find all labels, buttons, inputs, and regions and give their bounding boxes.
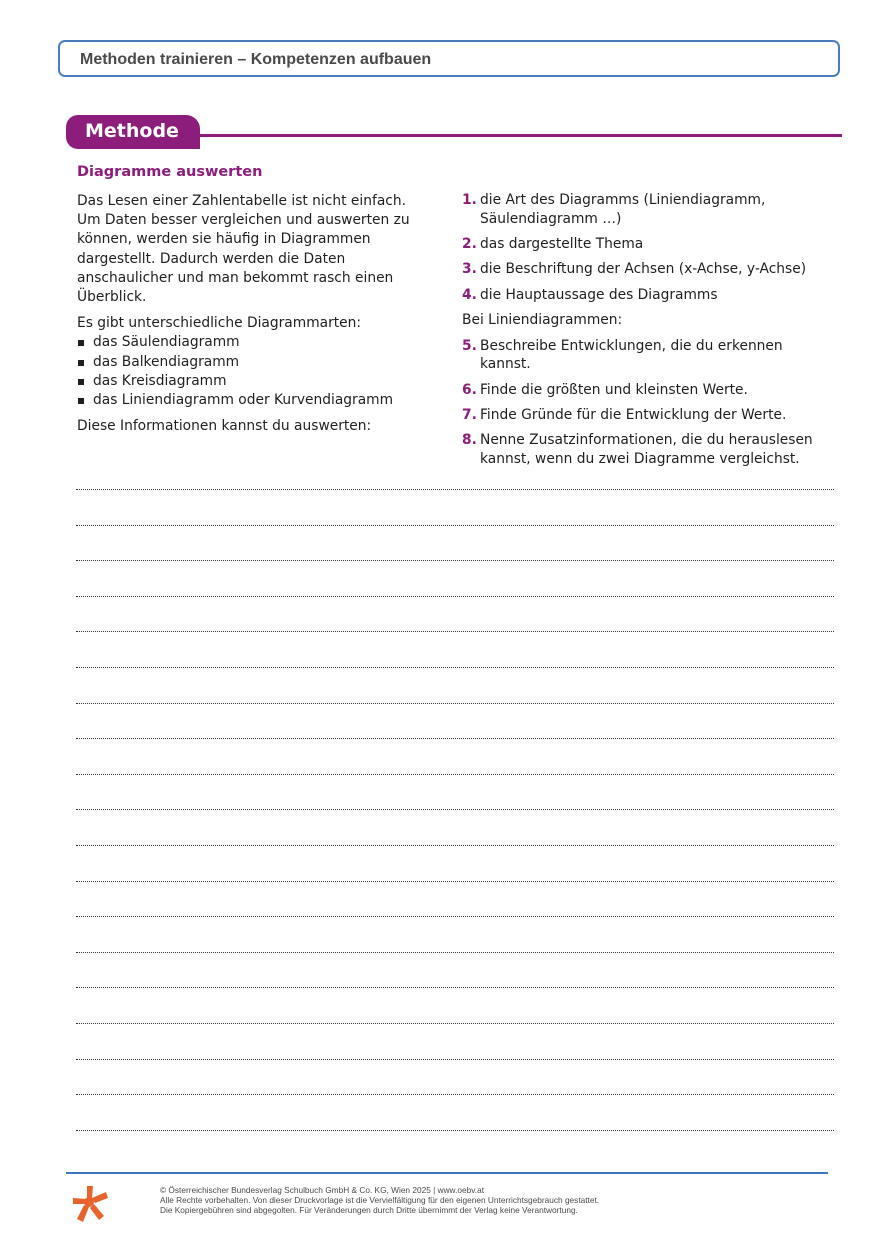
- list-item: [462, 286, 837, 305]
- writing-line[interactable]: [76, 916, 834, 917]
- writing-lines: [76, 489, 834, 1165]
- writing-line[interactable]: [76, 845, 834, 846]
- list-item: [462, 235, 837, 254]
- writing-line[interactable]: [76, 1130, 834, 1131]
- item-number: 8.: [462, 432, 477, 449]
- item-number: 5.: [462, 337, 477, 354]
- line-chart-subheading: Bei Liniendiagrammen:: [462, 312, 623, 329]
- item-text: das dargestellte Thema: [480, 235, 644, 252]
- section-title: Diagramme auswerten: [77, 164, 263, 180]
- item-number: 4.: [462, 286, 477, 303]
- item-text: die Art des Diagramms (Liniendiagramm, Säulendiagramm …): [480, 192, 766, 227]
- list-item: das Balkendiagramm: [77, 353, 422, 372]
- item-number: 7.: [462, 406, 477, 423]
- list-item: [462, 260, 837, 279]
- item-text: die Hauptaussage des Diagramms: [480, 286, 718, 303]
- writing-line[interactable]: [76, 738, 834, 739]
- header-box: [58, 40, 840, 77]
- item-text: die Beschriftung der Achsen (x-Achse, y-Achse): [480, 261, 807, 278]
- item-number: 2.: [462, 235, 477, 252]
- footer-line-3: Die Kopiergebühren sind abgegolten. Für Veränderungen durch Dritte übernimmt der Verlag keine Verantwortung.: [160, 1205, 578, 1216]
- writing-line[interactable]: [76, 881, 834, 882]
- intro-paragraph: Das Lesen einer Zahlentabelle ist nicht einfach. Um Daten besser vergleichen und auswerten zu können, werden sie häufig in Diagrammen dargestellt. Dadurch werden die Daten anschaulicher und man bekommt rasch einen Überblick.: [77, 193, 410, 306]
- writing-line[interactable]: [76, 560, 834, 561]
- writing-line[interactable]: [76, 952, 834, 953]
- list-item: [462, 191, 837, 228]
- item-number: 6.: [462, 381, 477, 398]
- list-item: [462, 381, 837, 400]
- writing-line[interactable]: [76, 1023, 834, 1024]
- writing-line[interactable]: [76, 596, 834, 597]
- right-column: [462, 191, 837, 475]
- list-item: [462, 337, 837, 374]
- writing-line[interactable]: [76, 667, 834, 668]
- item-number: 1.: [462, 192, 477, 208]
- footer-line-1: © Österreichischer Bundesverlag Schulbuch GmbH & Co. KG, Wien 2025 | www.oebv.at: [160, 1185, 484, 1195]
- list-item: das Säulendiagramm: [77, 333, 422, 352]
- item-text: Finde die größten und kleinsten Werte.: [480, 381, 748, 398]
- left-column: [77, 192, 422, 436]
- item-text: Finde Gründe für die Entwicklung der Werte.: [480, 406, 787, 423]
- outro-paragraph: Diese Informationen kannst du auswerten:: [77, 418, 372, 435]
- item-text: Beschreibe Entwicklungen, die du erkennen kannst.: [480, 337, 783, 373]
- footer-divider: [66, 1172, 828, 1174]
- list-item: [462, 406, 837, 425]
- evaluation-list: [462, 191, 837, 304]
- writing-line[interactable]: [76, 525, 834, 526]
- writing-line[interactable]: [76, 1094, 834, 1095]
- writing-line[interactable]: [76, 631, 834, 632]
- item-number: 3.: [462, 261, 477, 278]
- writing-line[interactable]: [76, 489, 834, 490]
- footer-copyright: [160, 1185, 599, 1216]
- item-text: Nenne Zusatzinformationen, die du herauslesen kannst, wenn du zwei Diagramme vergleichst.: [480, 432, 813, 467]
- page-header-title: Methoden trainieren – Kompetenzen aufbauen: [80, 51, 432, 68]
- list-item: das Liniendiagramm oder Kurvendiagramm: [77, 391, 422, 410]
- methode-tab: [66, 115, 200, 149]
- writing-line[interactable]: [76, 987, 834, 988]
- diagram-types-list: [77, 333, 422, 410]
- list-item: [462, 431, 837, 468]
- methode-divider: [198, 134, 842, 137]
- footer-line-2: Alle Rechte vorbehalten. Von dieser Druckvorlage ist die Vervielfältigung für den eigenen Unterrichtsgebrauch gestattet.: [160, 1195, 600, 1206]
- writing-line[interactable]: [76, 809, 834, 810]
- writing-line[interactable]: [76, 774, 834, 775]
- line-chart-list: [462, 337, 837, 469]
- writing-line[interactable]: [76, 1059, 834, 1060]
- methode-tab-label: Methode: [85, 120, 179, 142]
- types-intro: Es gibt unterschiedliche Diagrammarten:: [77, 315, 362, 332]
- oebv-logo-icon: [70, 1184, 110, 1224]
- writing-line[interactable]: [76, 703, 834, 704]
- list-item: das Kreisdiagramm: [77, 372, 422, 391]
